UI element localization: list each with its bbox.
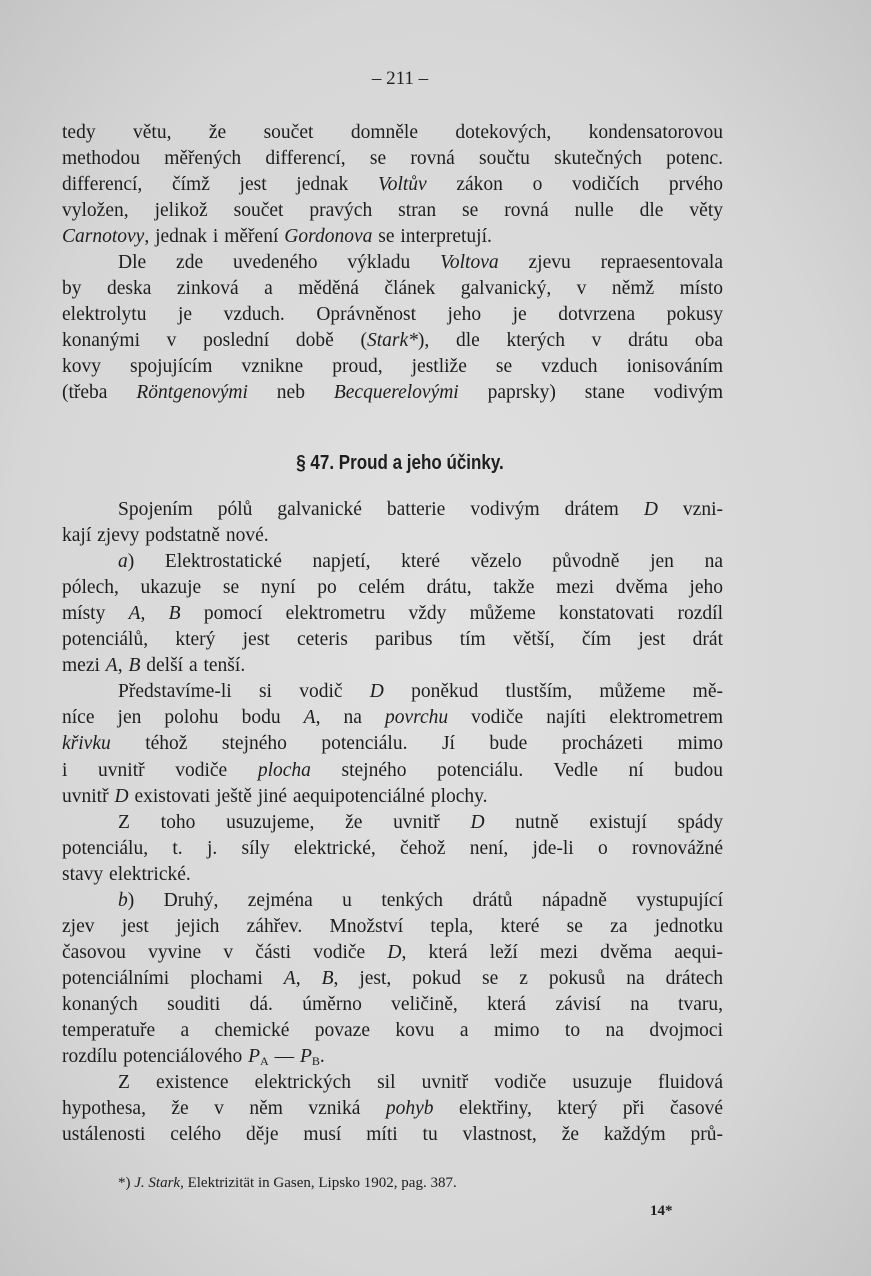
text-line [62, 1123, 723, 1147]
text-segment: existovati ještě jiné aequipotenciálné plochy. [128, 785, 488, 807]
text-segment: poněkud tlustším, můžeme mě- [383, 681, 723, 703]
text-line [62, 121, 723, 145]
italic-text: D [114, 785, 129, 807]
footnote [118, 1175, 457, 1192]
text-line [62, 576, 723, 600]
text-segment: tedy větu, že součet domněle dotekových, kondensatorovou [62, 122, 723, 143]
text-segment: pólech, ukazuje se nyní po celém drátu, takže mezi dvěma jeho [62, 577, 723, 599]
italic-text: P [299, 1046, 312, 1068]
text-segment: pomocí elektrometru vždy můžeme konstatovati rozdíl [180, 603, 724, 625]
footnote-author: J. Stark [134, 1175, 181, 1191]
text-line [62, 785, 723, 809]
italic-text: A [128, 603, 141, 625]
italic-text: a [118, 551, 128, 573]
text-line [62, 147, 723, 171]
text-line [62, 732, 723, 756]
text-segment: B [311, 1054, 320, 1069]
text-segment: potenciálními plochami [62, 967, 284, 989]
italic-text: A [303, 707, 316, 729]
text-line [118, 680, 723, 704]
italic-text: Gordonova [284, 226, 373, 247]
italic-text: D [369, 681, 384, 703]
text-line [62, 941, 723, 965]
text-line [118, 811, 723, 835]
italic-text: pohyb [385, 1098, 434, 1120]
text-line [62, 602, 723, 626]
text-segment: i uvnitř vodiče [62, 759, 258, 781]
text-segment: , jednak i měření [144, 226, 285, 247]
italic-text: P [248, 1046, 261, 1068]
text-segment: kovy spojujícím vznikne proud, jestliže se vzduch ionisováním [62, 356, 723, 377]
text-segment: , jest, pokud se z pokusů na drátech [333, 967, 723, 989]
italic-text: Voltova [440, 252, 499, 273]
italic-text: Voltův [377, 174, 427, 195]
text-segment: místy [62, 603, 129, 625]
footnote-mark: *) [118, 1175, 135, 1191]
text-line [62, 1019, 723, 1043]
text-segment: ) Druhý, zejména u tenkých drátů nápadně vystupující [127, 889, 723, 911]
text-segment: zákon o vodičích prvého [426, 174, 723, 195]
text-segment: potenciálů, který jest ceteris paribus tím větší, čím jest drát [62, 629, 723, 651]
text-segment: ustálenosti celého děje musí míti tu vlastnost, že každým prů- [62, 1124, 723, 1146]
text-line [62, 706, 723, 730]
text-line [62, 837, 723, 861]
text-segment: stejného potenciálu. Vedle ní budou [310, 759, 723, 781]
text-segment: potenciálu, t. j. síly elektrické, čehož není, jde-li o rovnovážné [62, 837, 723, 859]
text-line [62, 524, 723, 548]
text-line [62, 863, 723, 887]
text-segment: ), dle kterých v drátu oba [417, 330, 723, 351]
text-segment: zjevu repraesentovala [498, 252, 723, 273]
text-segment: by deska zinková a měděná článek galvanický, v němž místo [62, 278, 723, 299]
italic-text: plocha [257, 759, 311, 781]
text-line [118, 1071, 723, 1095]
text-segment: elektřiny, který při časové [433, 1098, 723, 1120]
text-line [62, 1097, 723, 1121]
text-line [62, 967, 723, 991]
text-segment: uvnitř [62, 785, 115, 807]
text-line [62, 173, 723, 197]
italic-text: b [118, 889, 128, 911]
text-segment: (třeba [62, 382, 137, 403]
footnote-text: , Elektrizität in Gasen, Lipsko 1902, pag. 387. [180, 1175, 457, 1191]
text-segment: differencí, čímž jest jednak [62, 174, 378, 195]
text-segment: ) Elektrostatické napjetí, které vězelo původně jen na [127, 551, 723, 573]
text-segment: , [117, 655, 129, 677]
text-line [62, 381, 723, 405]
text-line [62, 225, 723, 249]
text-segment: temperatuře a chemické povaze kovu a mimo to na dvojmoci [62, 1020, 723, 1041]
text-segment: konanými v poslední době ( [62, 330, 367, 351]
italic-text: B [321, 967, 334, 989]
text-segment: hypothesa, že v něm vzniká [62, 1098, 386, 1120]
text-line [62, 329, 723, 353]
text-segment: . [319, 1046, 325, 1068]
text-line [62, 1045, 723, 1069]
text-segment: — [268, 1046, 300, 1068]
text-line [62, 628, 723, 652]
text-segment: Dle zde uvedeného výkladu [118, 252, 441, 273]
text-segment: stavy elektrické. [62, 863, 191, 885]
text-segment: nutně existují spády [484, 811, 724, 833]
text-segment: časovou vyvine v části vodiče [62, 941, 388, 963]
italic-text: B [128, 655, 141, 677]
text-segment: Z existence elektrických sil uvnitř vodiče usuzuje fluidová [118, 1072, 723, 1094]
text-segment: se interpretují. [372, 226, 492, 247]
text-segment: zjev jest jejich záhřev. Množství tepla, které se za jednotku [62, 915, 723, 937]
text-segment: mezi [62, 655, 106, 677]
text-line [62, 759, 723, 783]
italic-text: D [643, 499, 658, 520]
text-segment: , která leží mezi dvěma aequi- [401, 941, 723, 963]
italic-text: A [105, 655, 118, 677]
text-segment: vyložen, jelikož součet pravých stran se rovná nulle dle věty [62, 200, 723, 221]
text-line [118, 251, 723, 275]
text-segment: paprsky) stane vodivým [458, 382, 724, 403]
text-segment: vzni- [657, 499, 723, 520]
text-segment: Z toho usuzujeme, že uvnitř [118, 811, 471, 833]
page-number: – 211 – [371, 68, 429, 89]
text-segment: methodou měřených differencí, se rovná součtu skutečných potenc. [62, 148, 723, 169]
italic-text: D [470, 811, 485, 833]
italic-text: Röntgenovými [136, 382, 248, 403]
italic-text: D [387, 941, 402, 963]
text-line [62, 277, 723, 301]
italic-text: povrchu [384, 707, 449, 729]
italic-text: Becquerelovými [333, 382, 459, 403]
italic-text: křivku [62, 733, 111, 755]
text-line [118, 550, 723, 574]
text-segment: , na [315, 707, 385, 729]
text-segment: delší a tenší. [140, 655, 246, 677]
italic-text: B [168, 603, 181, 625]
italic-text: Carnotovy [62, 226, 145, 247]
text-segment: níce jen polohu bodu [62, 707, 304, 729]
text-segment: Představíme-li si vodič [118, 681, 370, 703]
text-line [118, 498, 723, 522]
text-segment: elektrolytu je vzduch. Oprávněnost jeho je dotvrzena pokusy [62, 304, 723, 325]
section-heading: § 47. Proud a jeho účinky. [296, 452, 504, 474]
text-segment: vodiče najíti elektrometrem [448, 707, 724, 729]
signature-mark: 14* [650, 1203, 673, 1219]
text-line [62, 199, 723, 223]
text-segment: A [260, 1054, 269, 1069]
text-line [62, 303, 723, 327]
text-segment: rozdílu potenciálového [62, 1046, 249, 1068]
text-segment: téhož stejného potenciálu. Jí bude procházeti mimo [110, 733, 723, 755]
text-segment: kají zjevy podstatně nové. [62, 525, 269, 547]
text-line [62, 355, 723, 379]
text-segment: Spojením pólů galvanické batterie vodivým drátem [118, 499, 644, 520]
text-line [118, 889, 723, 913]
text-segment: , [295, 967, 322, 989]
text-segment: neb [247, 382, 334, 403]
text-line [62, 915, 723, 939]
text-segment: , [140, 603, 169, 625]
italic-text: Stark* [366, 330, 418, 351]
text-line [62, 993, 723, 1017]
text-line [62, 654, 723, 678]
text-segment: konaných souditi dá. úměrno veličině, která závisí na tvaru, [62, 993, 723, 1015]
italic-text: A [283, 967, 296, 989]
